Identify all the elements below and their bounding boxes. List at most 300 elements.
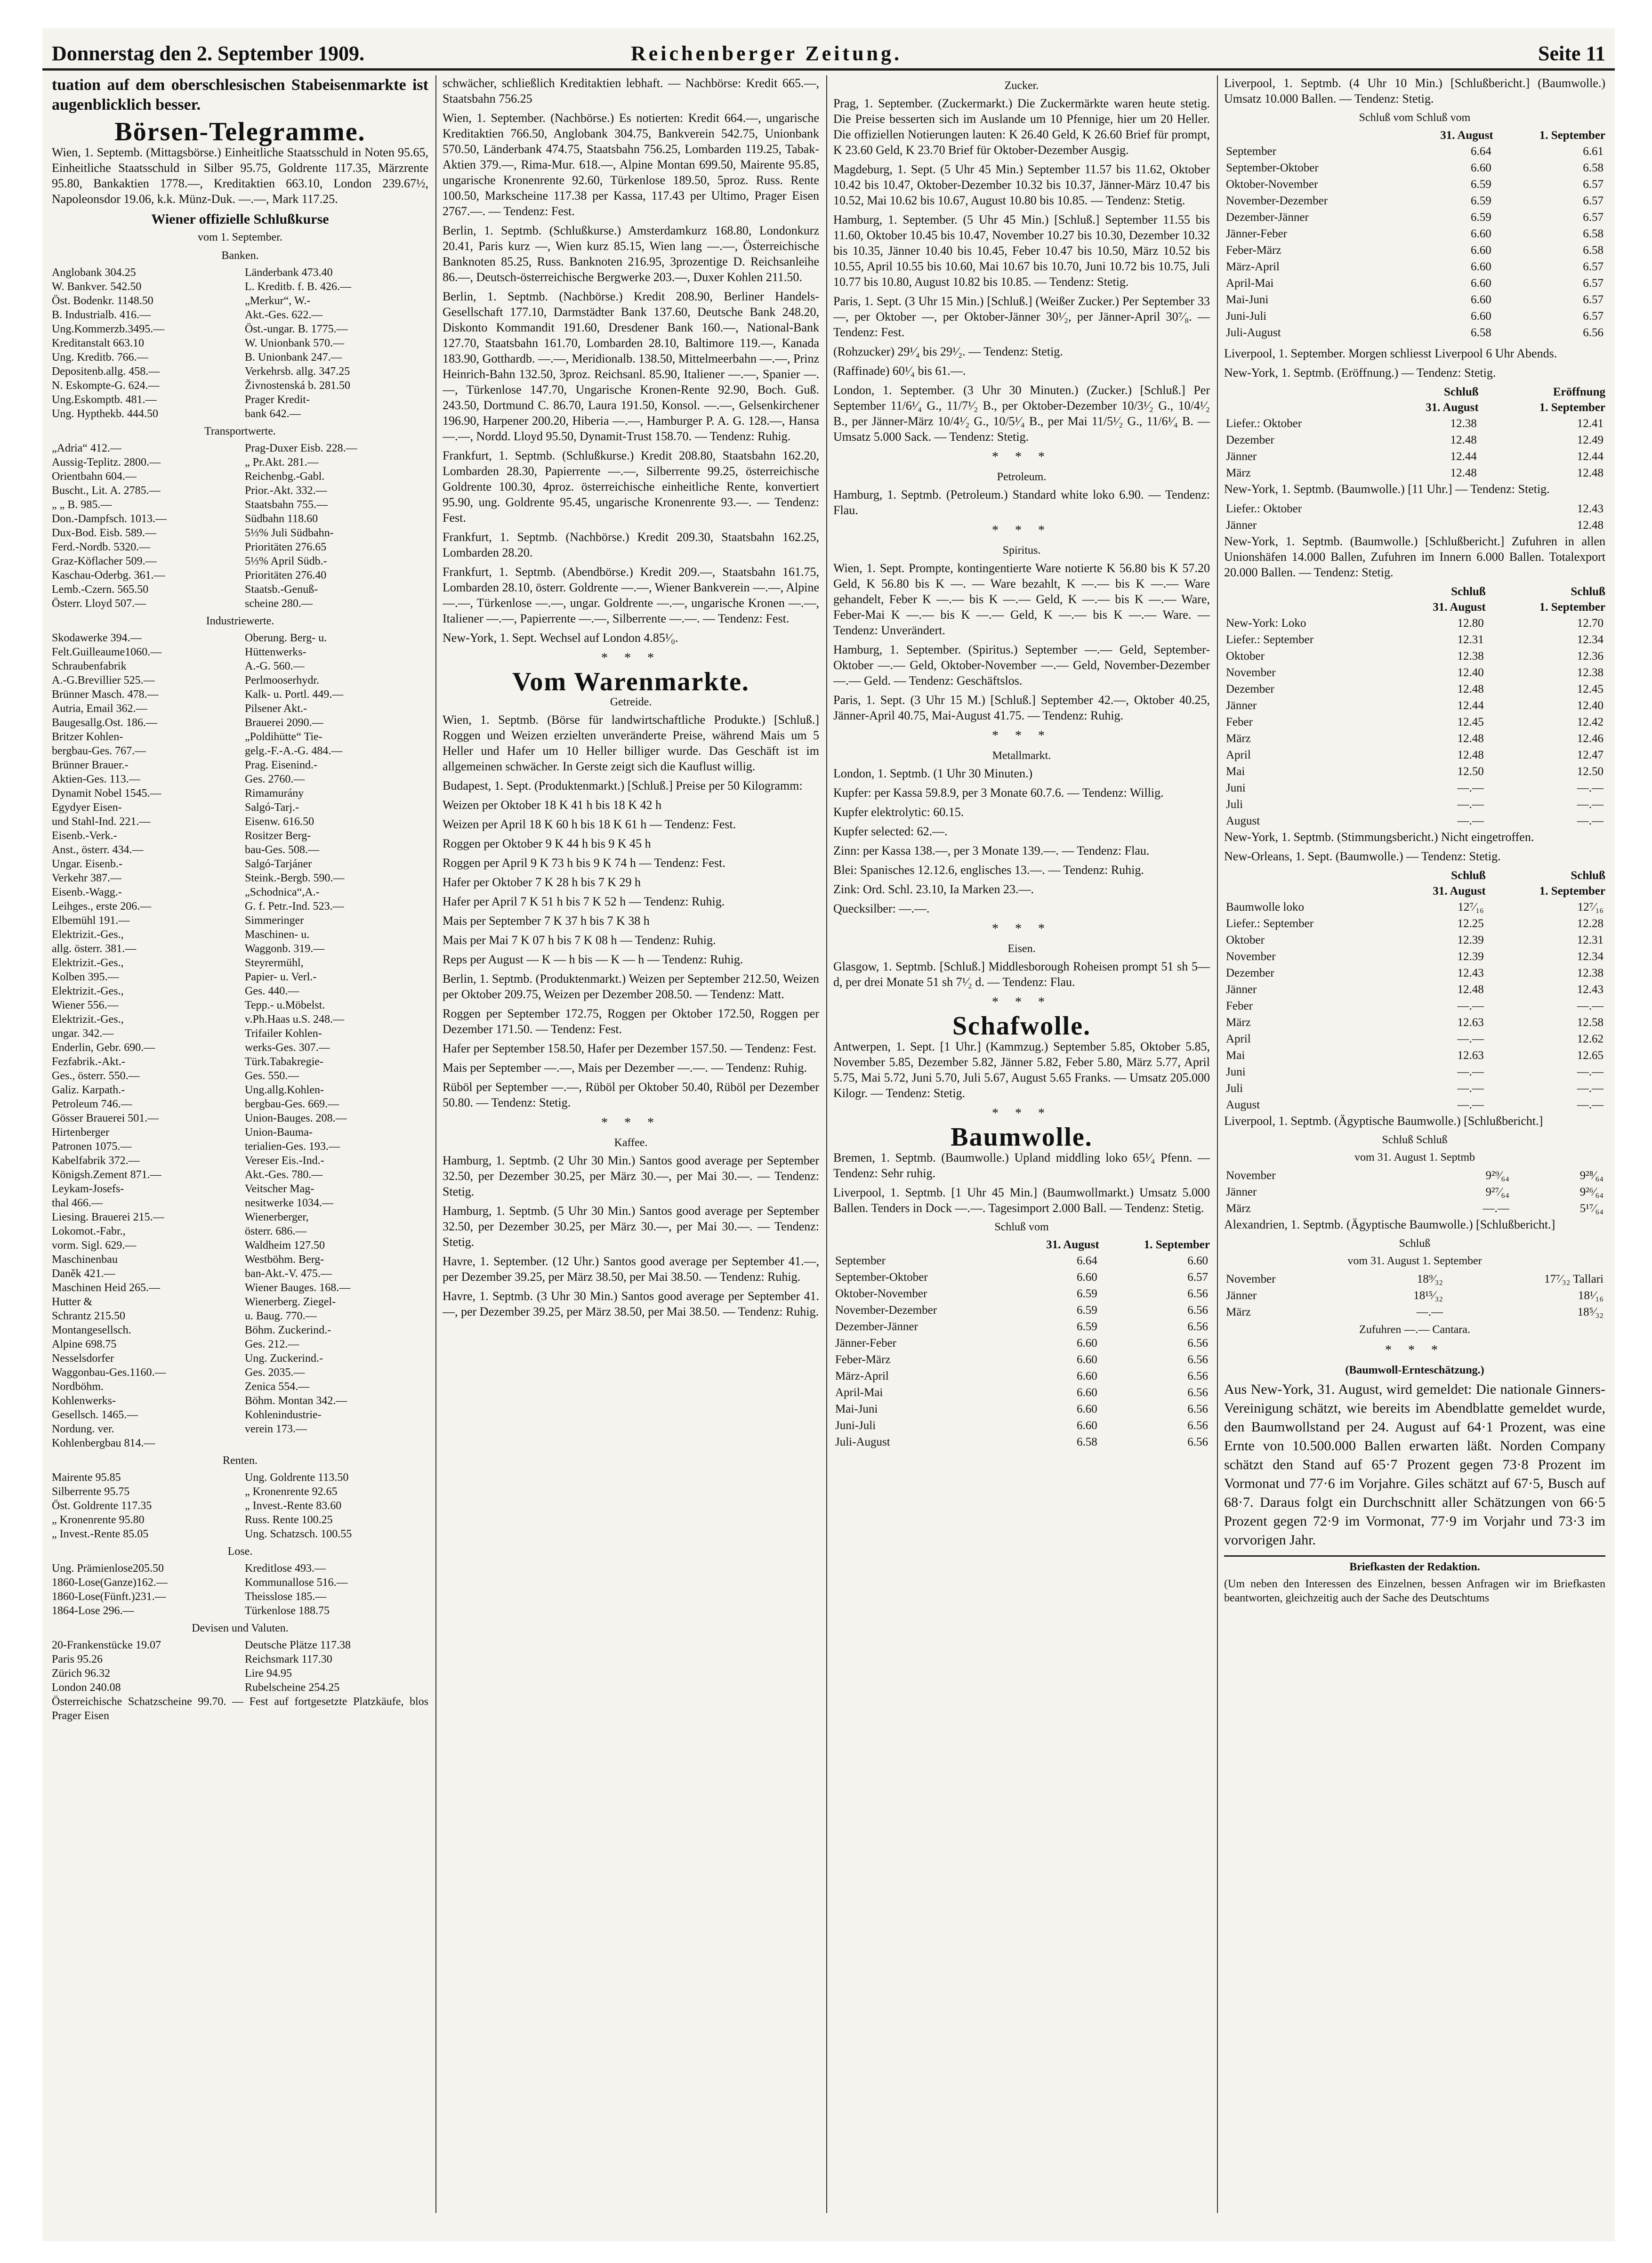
row-value: 12.63 xyxy=(1457,1049,1484,1062)
quote-entry: Schraubenfabrik xyxy=(52,660,127,672)
quote-entry: Eisenb.-Wagg.- xyxy=(52,886,122,898)
table-header-empty xyxy=(1224,868,1390,883)
quote-entry: Ungar. Eisenb.- xyxy=(52,858,122,870)
article-bremen: Bremen, 1. Septmb. (Baumwolle.) Upland middling loko 65¹⁄₄ Pfenn. — Tendenz: Sehr ruhig. xyxy=(833,1151,1210,1180)
article-havre-2: Havre, 1. Septmb. (3 Uhr 30 Min.) Santos good average per September 41.—, per Dezember 39.25, per März 38.50, per Mai 38.50. — Tendenz: Ruhig. xyxy=(443,1289,819,1318)
table-header-empty xyxy=(1224,384,1377,400)
table-row xyxy=(1224,193,1605,209)
quote-entry: Maschinen- u. xyxy=(245,929,310,941)
row-label: November-Dezember xyxy=(1226,194,1328,207)
quote-entry: Aussig-Teplitz. 2800.— xyxy=(52,456,161,469)
row-label: Oktober-November xyxy=(1226,178,1318,191)
quote-entry: Kohlenwerks- xyxy=(52,1395,116,1407)
quote-entry: Papier- u. Verl.- xyxy=(245,971,317,983)
article-hamburg-kaffee-1: Hamburg, 1. Septmb. (2 Uhr 30 Min.) Santos good average per September 32.50, per Dezember 30.25, per März 30.—, per Mai 30.—. — Tendenz: Stetig. xyxy=(443,1154,819,1198)
section-title-schlusskurse: Wiener offizielle Schlußkurse xyxy=(151,211,329,227)
table-row xyxy=(1224,631,1605,648)
quote-entry: Öst. Goldrente 117.35 xyxy=(52,1500,152,1512)
quote-entry: W. Bankver. 542.50 xyxy=(52,281,142,293)
zufuhren-note: Zufuhren —.— Cantara. xyxy=(1359,1324,1470,1336)
quote-entry: bank 642.— xyxy=(245,408,301,420)
row-label: November-Dezember xyxy=(835,1304,937,1317)
row-label: Juli xyxy=(1226,798,1243,811)
row-value: 12.38 xyxy=(1577,666,1604,679)
report-line: Rüböl per September —.—, Rüböl per Oktober 50.40, Rüböl per Dezember 50.80. — Tendenz: Stetig. xyxy=(443,1080,819,1109)
quote-entry: Galiz. Karpath.- xyxy=(52,1084,125,1096)
table-header-aug: 31. August xyxy=(1440,129,1493,142)
quote-entry: Felt.Guilleaume1060.— xyxy=(52,646,162,658)
row-label: Jänner xyxy=(1226,450,1257,463)
quote-entry: Kreditanstalt 663.10 xyxy=(52,337,144,349)
quote-entry: „Adria“ 412.— xyxy=(52,442,121,454)
table-header: 31. August xyxy=(1433,885,1486,897)
row-value: 6.56 xyxy=(1187,1370,1208,1382)
quote-entry: Autria, Email 362.— xyxy=(52,703,147,715)
row-value: 9²⁷⁄₆₄ xyxy=(1485,1186,1509,1198)
quote-entry: Lokomot.-Fabr., xyxy=(52,1225,126,1237)
report-line: Weizen per Oktober 18 K 41 h bis 18 K 42 h xyxy=(443,798,662,812)
quote-entry: Anglobank 304.25 xyxy=(52,267,136,279)
row-value: 6.56 xyxy=(1187,1304,1208,1317)
quote-entry: Perlmooserhydr. xyxy=(245,674,319,687)
report-line: Hafer per September 158.50, Hafer per Dezember 157.50. — Tendenz: Fest. xyxy=(443,1042,817,1055)
row-label: Juli-August xyxy=(1226,326,1281,339)
article-berlin-produkt: Berlin, 1. Septmb. (Produktenmarkt.) Weizen per September 212.50, Weizen per Oktober 209.75, Weizen per Dezember 208.50. — Tendenz: Matt. xyxy=(443,972,819,1001)
quote-entry: Akt.-Ges. 622.— xyxy=(245,309,323,321)
quote-entry: Ges. 2760.— xyxy=(245,773,305,785)
quote-entry: Aktien-Ges. 113.— xyxy=(52,773,140,785)
quote-entry: Kreditlose 493.— xyxy=(245,1562,326,1575)
quote-entry: Kolben 395.— xyxy=(52,971,119,983)
quote-entry: Steyrermühl, xyxy=(245,957,304,969)
row-value: 6.57 xyxy=(1583,293,1604,306)
report-line: Kupfer selected: 62.—. xyxy=(833,824,948,838)
row-value: 6.60 xyxy=(1076,1337,1097,1350)
table-new-orleans xyxy=(1224,868,1605,1113)
table-row xyxy=(1224,1097,1605,1113)
table-row xyxy=(1224,899,1605,915)
quote-entry: österr. 686.— xyxy=(245,1225,307,1237)
quote-entry: Wiener Bauges. 168.— xyxy=(245,1282,351,1294)
quote-entry: Daněk 421.— xyxy=(52,1268,115,1280)
row-label: November xyxy=(1226,950,1276,963)
row-value: 6.61 xyxy=(1583,145,1604,158)
quote-entry: „ Pr.Akt. 281.— xyxy=(245,456,319,469)
quote-entry: Dynamit Nobel 1545.— xyxy=(52,787,161,800)
article-london-metall: London, 1. Septmb. (1 Uhr 30 Minuten.) xyxy=(833,767,1033,780)
row-label: Juni-Juli xyxy=(1226,310,1267,323)
row-value: 18⁹⁄₃₂ xyxy=(1417,1273,1443,1285)
row-label: Jänner xyxy=(1226,983,1257,996)
subhead-petroleum: Petroleum. xyxy=(997,471,1047,483)
subhead-renten: Renten. xyxy=(223,1455,258,1467)
quote-entry: Verkehrsb. allg. 347.25 xyxy=(245,365,350,378)
quote-entry: B. Unionbank 247.— xyxy=(245,351,342,364)
report-line: Roggen per Oktober 9 K 44 h bis 9 K 45 h xyxy=(443,837,651,850)
subhead-ernte: (Baumwoll-Ernteschätzung.) xyxy=(1345,1364,1484,1376)
table-header: Schluß xyxy=(1444,386,1479,398)
section-title-schafwolle: Schafwolle. xyxy=(952,1011,1091,1041)
article-ny-stimmung: New-York, 1. Septmb. (Stimmungsbericht.) Nicht eingetroffen. xyxy=(1224,830,1534,844)
table-caption: vom 31. August 1. Septmb xyxy=(1354,1151,1475,1164)
quote-entry: Ges. 212.— xyxy=(245,1338,299,1350)
row-label: September xyxy=(835,1254,886,1267)
table-transport xyxy=(52,441,428,611)
quote-entry xyxy=(245,1436,428,1450)
budapest-lines xyxy=(443,797,819,967)
quote-entry: Salgó-Tarj.- xyxy=(245,801,299,814)
quote-entry: bergbau-Ges. 767.— xyxy=(52,745,146,757)
lede-text: tuation auf dem oberschlesischen Stabeisenmarkte ist augenblicklich besser. xyxy=(52,76,428,113)
table-row xyxy=(833,1285,1210,1302)
quote-entry: Wienerberg. Ziegel- xyxy=(245,1296,336,1308)
quote-entry: Union-Bauges. 208.— xyxy=(245,1112,347,1124)
quote-entry: A.-G.Brevillier 525.— xyxy=(52,674,155,687)
table-row xyxy=(1224,796,1605,813)
row-value: 9²⁸⁄₆₄ xyxy=(1579,1169,1604,1182)
table-header-sep: 1. September xyxy=(1539,129,1605,142)
quote-entry: Kalk- u. Portl. 449.— xyxy=(245,688,344,701)
quote-entry: Rimamurány xyxy=(245,787,304,800)
row-label: Mai xyxy=(1226,765,1245,778)
berlin-lines xyxy=(443,1006,819,1110)
quote-entry: Britzer Kohlen- xyxy=(52,731,123,743)
quote-entry: Rositzer Berg- xyxy=(245,830,311,842)
row-label: Dezember-Jänner xyxy=(835,1320,918,1333)
quote-entry: Vereser Eis.-Ind.- xyxy=(245,1155,324,1167)
table-row xyxy=(1224,259,1605,275)
row-label: Oktober-November xyxy=(835,1287,927,1300)
quote-entry: Ung.allg.Kohlen- xyxy=(245,1084,324,1096)
row-label: März xyxy=(1226,1016,1251,1029)
report-line: Zinn: per Kassa 138.—, per 3 Monate 139.—. — Tendenz: Flau. xyxy=(833,844,1150,857)
quote-entry: Elektrizit.-Ges., xyxy=(52,929,124,941)
row-value: 6.59 xyxy=(1471,194,1491,207)
article-ny-eroeffnung: New-York, 1. Septmb. (Eröffnung.) — Tendenz: Stetig. xyxy=(1224,366,1496,380)
row-label: Juli-August xyxy=(835,1436,890,1448)
row-label: Mai-Juni xyxy=(835,1403,878,1415)
table-row xyxy=(1224,813,1605,829)
table-row xyxy=(1224,1287,1605,1304)
row-label: November xyxy=(1226,666,1276,679)
row-value: 18¹⁄₁₆ xyxy=(1578,1289,1604,1302)
row-label: September-Oktober xyxy=(835,1271,928,1284)
metall-lines xyxy=(833,785,1210,916)
quote-entry: Anst., österr. 434.— xyxy=(52,844,144,856)
article-hamburg-petroleum: Hamburg, 1. Septmb. (Petroleum.) Standard white loko 6.90. — Tendenz: Flau. xyxy=(833,488,1210,517)
row-value: 6.60 xyxy=(1471,244,1491,257)
table-row xyxy=(1224,664,1605,681)
quote-entry: Reichsmark 117.30 xyxy=(245,1653,332,1665)
table-row xyxy=(1224,1014,1605,1031)
report-line: Quecksilber: —.—. xyxy=(833,902,930,915)
row-value: 6.56 xyxy=(1187,1403,1208,1415)
quote-entry: u. Baug. 770.— xyxy=(245,1310,317,1322)
row-value: 6.60 xyxy=(1076,1370,1097,1382)
table-header: Eröffnung xyxy=(1553,386,1605,398)
row-value: 12.25 xyxy=(1457,917,1484,930)
table-row xyxy=(1224,226,1605,242)
table-industrie xyxy=(52,631,428,1450)
article-newyork-wechsel: New-York, 1. Sept. Wechsel auf London 4.85¹⁄₀. xyxy=(443,631,678,645)
divider xyxy=(1224,1555,1605,1557)
report-line: Hafer per April 7 K 51 h bis 7 K 52 h — Tendenz: Ruhig. xyxy=(443,895,725,908)
row-value: 12.48 xyxy=(1450,467,1477,479)
row-value: 12.48 xyxy=(1457,749,1484,761)
article-budapest: Budapest, 1. Sept. (Produktenmarkt.) [Schluß.] Preise per 50 Kilogramm: xyxy=(443,779,803,792)
row-value: 12.38 xyxy=(1577,967,1604,979)
table-header: 31. August xyxy=(1433,601,1486,614)
quote-entry: Brauerei 2090.— xyxy=(245,717,323,729)
quote-entry: Staatsb.-Genuß- xyxy=(245,583,318,596)
table-header: Schluß xyxy=(1451,585,1486,598)
row-value: 12.65 xyxy=(1577,1049,1604,1062)
quote-entry: G. f. Petr.-Ind. 523.— xyxy=(245,900,344,913)
quote-entry: vorm. Sigl. 629.— xyxy=(52,1239,137,1252)
quote-entry: Hutter & xyxy=(52,1296,92,1308)
column-1 xyxy=(52,75,428,2223)
quote-entry: Schrantz 215.50 xyxy=(52,1310,125,1322)
quote-entry: London 240.08 xyxy=(52,1681,121,1694)
row-value: 6.60 xyxy=(1471,162,1491,174)
quote-entry: Wienerberger, xyxy=(245,1211,309,1223)
quote-entry: Waggonbau-Ges.1160.— xyxy=(52,1366,166,1379)
row-label: April-Mai xyxy=(835,1386,883,1399)
row-label: Feber-März xyxy=(835,1353,891,1366)
quote-entry: „Schodnica“,A.- xyxy=(245,886,320,898)
row-label: Dezember xyxy=(1226,434,1274,446)
row-value: 6.57 xyxy=(1583,277,1604,290)
quote-entry: Gesellsch. 1465.— xyxy=(52,1409,138,1421)
quote-entry: Prior.-Akt. 332.— xyxy=(245,485,327,497)
quote-entry: und Stahl-Ind. 221.— xyxy=(52,816,151,828)
quote-entry: „ Kronenrente 92.65 xyxy=(245,1486,338,1498)
separator-stars: * * * xyxy=(1385,1343,1444,1358)
quote-entry: thal 466.— xyxy=(52,1197,103,1209)
quote-entry: 1860-Lose(Fünft.)231.— xyxy=(52,1591,166,1603)
row-label: Juli xyxy=(1226,1082,1243,1095)
table-header: Schluß xyxy=(1451,869,1486,882)
quote-entry: Russ. Rente 100.25 xyxy=(245,1514,333,1526)
table-row xyxy=(833,1269,1210,1285)
row-value: 6.59 xyxy=(1076,1320,1097,1333)
table-row xyxy=(1224,308,1605,324)
quote-entry: Baugesallg.Ost. 186.— xyxy=(52,717,157,729)
row-label: Jänner xyxy=(1226,699,1257,712)
row-value: —.— xyxy=(1457,1066,1484,1078)
row-label: Dezember-Jänner xyxy=(1226,211,1309,224)
row-value: —.— xyxy=(1457,798,1484,811)
row-value: 12.31 xyxy=(1457,633,1484,646)
quote-entry: Brünner Masch. 478.— xyxy=(52,688,159,701)
article-wien-nachboerse: Wien, 1. September. (Nachbörse.) Es notierten: Kredit 664.—, ungarische Kreditaktien 766.50, Anglobank 304.75, Bankverein 542.75, Unionbank 570.50, Länderbank 474.75, Staatsbahn 756.25, Lombarden 119.25, Tabak-Aktien 379.—, Rima-Mur. 618.—, Alpine Montan 699.50, Mairente 95.85, ungarische Kronenrente 92.60, Türkenlose 189.50, 5proz. Russ. Rente 100.50, Markscheine 117.38 per Kassa, 117.43 per Ultimo, Prager Eisen 2767.—. — Tendenz: Fest. xyxy=(443,111,819,218)
header-date: Donnerstag den 2. September 1909. xyxy=(52,42,365,65)
table-row xyxy=(1224,1167,1605,1184)
table-row xyxy=(1224,965,1605,981)
article-frankfurt-schluss: Frankfurt, 1. Septmb. (Schlußkurse.) Kredit 208.80, Staatsbahn 162.20, Lombarden 28.30, Papierrente —.—, Silberrente 99.25, österreichische Goldrente 100.30, 4proz. österreichische einheitliche Rente, konvertiert 95.90, ung. Goldrente 95.45, ungarische Kronenrente 93.—. — Tendenz: Fest. xyxy=(443,449,819,525)
row-value: 6.56 xyxy=(1583,326,1604,339)
quote-entry: Ung.Kommerzb.3495.— xyxy=(52,323,165,335)
row-value: 12.44 xyxy=(1450,450,1477,463)
row-value: —.— xyxy=(1577,798,1604,811)
table-devisen xyxy=(52,1638,428,1695)
quote-entry: 1860-Lose(Ganze)162.— xyxy=(52,1576,168,1589)
quote-entry: Depositenb.allg. 458.— xyxy=(52,365,160,378)
quote-entry: Pilsener Akt.- xyxy=(245,703,307,715)
table-header-empty xyxy=(833,1237,1010,1253)
quote-entry: Mairente 95.85 xyxy=(52,1471,121,1484)
quote-entry: terialien-Ges. 193.— xyxy=(245,1140,340,1153)
row-value: 12.31 xyxy=(1577,934,1604,946)
quote-entry: Türkenlose 188.75 xyxy=(245,1605,330,1617)
report-line: Zink: Ord. Schl. 23.10, Ia Marken 23.—. xyxy=(833,882,1034,896)
table-row xyxy=(1224,763,1605,780)
row-value: 12.44 xyxy=(1577,450,1604,463)
row-value: 12.41 xyxy=(1577,417,1604,430)
table-row xyxy=(1224,1064,1605,1080)
quote-entry: Maschinenbau xyxy=(52,1253,118,1266)
quote-entry: Ges. 440.— xyxy=(245,985,299,997)
quote-entry: Zenica 554.— xyxy=(245,1381,310,1393)
row-label: Oktober xyxy=(1226,650,1265,663)
table-header: 1. September xyxy=(1539,401,1605,414)
quote-entry: Ges., österr. 550.— xyxy=(52,1070,140,1082)
report-line: Mais per September 7 K 37 h bis 7 K 38 h xyxy=(443,914,650,928)
quote-entry: Silberrente 95.75 xyxy=(52,1486,130,1498)
separator-stars: * * * xyxy=(992,523,1051,538)
quote-entry: Orientbahn 604.— xyxy=(52,470,137,483)
row-value: 6.60 xyxy=(1076,1386,1097,1399)
report-line: Roggen per September 172.75, Roggen per Oktober 172.50, Roggen per Dezember 171.50. — Tendenz: Fest. xyxy=(443,1007,819,1036)
section-title-baumwolle: Baumwolle. xyxy=(951,1123,1093,1152)
quote-entry: Lire 94.95 xyxy=(245,1667,292,1680)
table-row xyxy=(1224,176,1605,193)
row-value: 17⁷⁄₃₂ Tallari xyxy=(1544,1273,1604,1285)
row-value: 12.62 xyxy=(1577,1033,1604,1045)
table-caption: Schluß xyxy=(1399,1237,1431,1250)
row-label: März xyxy=(1226,1202,1251,1215)
quote-entry: gelg.-F.-A.-G. 484.— xyxy=(245,745,343,757)
quote-entry: Kohlenindustrie- xyxy=(245,1409,322,1421)
article-wien-spiritus: Wien, 1. Sept. Prompte, kontingentierte Ware notierte K 56.80 bis K 57.20 Geld, K 56.80 bis K —. — Ware bezahlt, K —.— bis K —.— Ware gehandelt, Feber K —.— bis K —.— Geld, K —.— bis K —.— Ware, Feber-Mai K —.— bis K —.— Geld, K —.— bis K —.— Ware. — Tendenz: Unverändert. xyxy=(833,561,1210,637)
quote-entry: Prag-Duxer Eisb. 228.— xyxy=(245,442,357,454)
quote-entry: Elbemühl 191.— xyxy=(52,914,130,927)
separator-stars: * * * xyxy=(992,728,1051,743)
header-paper-title: Reichenberger Zeitung. xyxy=(631,42,903,65)
column-rule xyxy=(1217,75,1218,2213)
row-value: 6.60 xyxy=(1076,1419,1097,1432)
row-value: —.— xyxy=(1577,1099,1604,1111)
row-label: Baumwolle loko xyxy=(1226,901,1304,913)
quote-entry: Leihges., erste 206.— xyxy=(52,900,152,913)
row-label: Juni-Juli xyxy=(835,1419,876,1432)
row-value: 6.64 xyxy=(1076,1254,1097,1267)
table-lose xyxy=(52,1561,428,1618)
table-row xyxy=(1224,160,1605,176)
row-value: 6.56 xyxy=(1187,1320,1208,1333)
row-label: Jänner-Feber xyxy=(835,1337,896,1350)
row-label: März xyxy=(1226,467,1251,479)
row-label: Feber xyxy=(1226,1000,1253,1012)
row-value: 12.48 xyxy=(1450,434,1477,446)
row-value: 12.45 xyxy=(1457,716,1484,728)
quote-entry: Ung. Prämienlose205.50 xyxy=(52,1562,164,1575)
row-value: 12.80 xyxy=(1457,617,1484,630)
table-header-empty xyxy=(1224,128,1403,143)
row-label: Dezember xyxy=(1226,683,1274,695)
quote-entry: Verkehr 387.— xyxy=(52,872,121,884)
section-title-boersen: Börsen-Telegramme. xyxy=(114,117,366,146)
article-liverpool-1: Liverpool, 1. Septmb. [1 Uhr 45 Min.] (Baumwollmarkt.) Umsatz 5.000 Ballen. Tenders in Dock —.—. Tagesimport 2.000 Ball. — Tendenz: Stetig. xyxy=(833,1186,1210,1215)
article-frankfurt-nachboerse: Frankfurt, 1. Septmb. (Nachbörse.) Kredit 209.30, Staatsbahn 162.25, Lombarden 28.20. xyxy=(443,530,819,559)
table-header: 31. August xyxy=(1426,401,1479,414)
quote-entry: Trifailer Kohlen- xyxy=(245,1027,322,1040)
quote-entry: Königsh.Zement 871.— xyxy=(52,1169,161,1181)
article-rohzucker: (Rohzucker) 29¹⁄₄ bis 29¹⁄₂. — Tendenz: Stetig. xyxy=(833,345,1063,358)
row-label: Oktober xyxy=(1226,934,1265,946)
quote-entry: Ung. Schatzsch. 100.55 xyxy=(245,1528,352,1540)
row-value: 6.58 xyxy=(1471,326,1491,339)
table-row xyxy=(1224,324,1605,341)
row-value: 12.49 xyxy=(1577,434,1604,446)
quote-entry: Zürich 96.32 xyxy=(52,1667,110,1680)
quote-entry: werks-Ges. 307.— xyxy=(245,1042,330,1054)
quote-entry: Ung. Zuckerind.- xyxy=(245,1352,323,1365)
row-label: April xyxy=(1226,1033,1251,1045)
report-line: Reps per August — K — h bis — K — h — Tendenz: Ruhig. xyxy=(443,953,743,966)
table-row xyxy=(1224,697,1605,714)
quote-entry: Öst.-ungar. B. 1775.— xyxy=(245,323,348,335)
article-ernte: Aus New-York, 31. August, wird gemeldet: Die nationale Ginners-Vereinigung schätzt, wie bereits im Abendblatte gemeldet wurde, den Baumwollstand per 24. August auf 64·1 Prozent, was eine Ernte von 10.500.000 Ballen erwarten läßt. Norden Company schätzt den Stand auf 65·7 Prozent gegen 73·8 Prozent im Vormonat und 77·6 im Vorjahre. Giles schätzt auf 67·5, Busch auf 68·7. Daraus folgt ein Durchschnitt aller Schätzungen von 66·5 Prozent gegen 72·9 im Vormonat, 77·9 im Vorjahr und 73·3 im vorvorigen Jahr. xyxy=(1224,1382,1605,1548)
quote-entry: Kohlenbergbau 814.— xyxy=(52,1437,155,1449)
quote-entry: Gösser Brauerei 501.— xyxy=(52,1112,159,1124)
row-value: 6.57 xyxy=(1583,310,1604,323)
quote-entry: Egydyer Eisen- xyxy=(52,801,122,814)
table-row xyxy=(1224,448,1605,465)
table-row xyxy=(833,1368,1210,1384)
row-value: 12⁷⁄₁₆ xyxy=(1458,901,1484,913)
table-header-aug: 31. August xyxy=(1046,1238,1099,1251)
table-row xyxy=(1224,780,1605,796)
quote-entry: scheine 280.— xyxy=(245,598,313,610)
quote-entry: Prager Kredit- xyxy=(245,394,310,406)
table-caption: vom 31. August 1. September xyxy=(1347,1255,1482,1267)
row-value: —.— xyxy=(1457,1099,1484,1111)
row-value: 12⁷⁄₁₆ xyxy=(1577,901,1604,913)
quote-entry: 5⅓% Juli Südbahn- xyxy=(245,527,334,539)
row-label: Juni xyxy=(1226,1066,1246,1078)
quote-entry: Wiener 556.— xyxy=(52,999,119,1011)
row-value: 6.60 xyxy=(1076,1353,1097,1366)
quote-entry: Deutsche Plätze 117.38 xyxy=(245,1639,351,1651)
row-value: 6.60 xyxy=(1076,1403,1097,1415)
quote-entry: 20-Frankenstücke 19.07 xyxy=(52,1639,161,1651)
row-value: 18¹⁵⁄₃₂ xyxy=(1413,1289,1443,1302)
table-row xyxy=(1224,517,1605,533)
table-header-empty xyxy=(1224,400,1377,415)
table-liverpool-2 xyxy=(1224,128,1605,341)
quote-entry: „ Kronenrente 95.80 xyxy=(52,1514,145,1526)
quote-entry: Elektrizit.-Ges., xyxy=(52,1013,124,1026)
quote-entry: Hüttenwerks- xyxy=(245,646,306,658)
quote-entry: Reichenbg.-Gabl. xyxy=(245,470,325,483)
quote-entry: Salgó-Tarjáner xyxy=(245,858,312,870)
row-value: —.— xyxy=(1457,1000,1484,1012)
quote-entry: Akt.-Ges. 780.— xyxy=(245,1169,323,1181)
table-row xyxy=(833,1318,1210,1335)
row-value: 12.48 xyxy=(1577,467,1604,479)
row-value: 6.58 xyxy=(1583,244,1604,257)
